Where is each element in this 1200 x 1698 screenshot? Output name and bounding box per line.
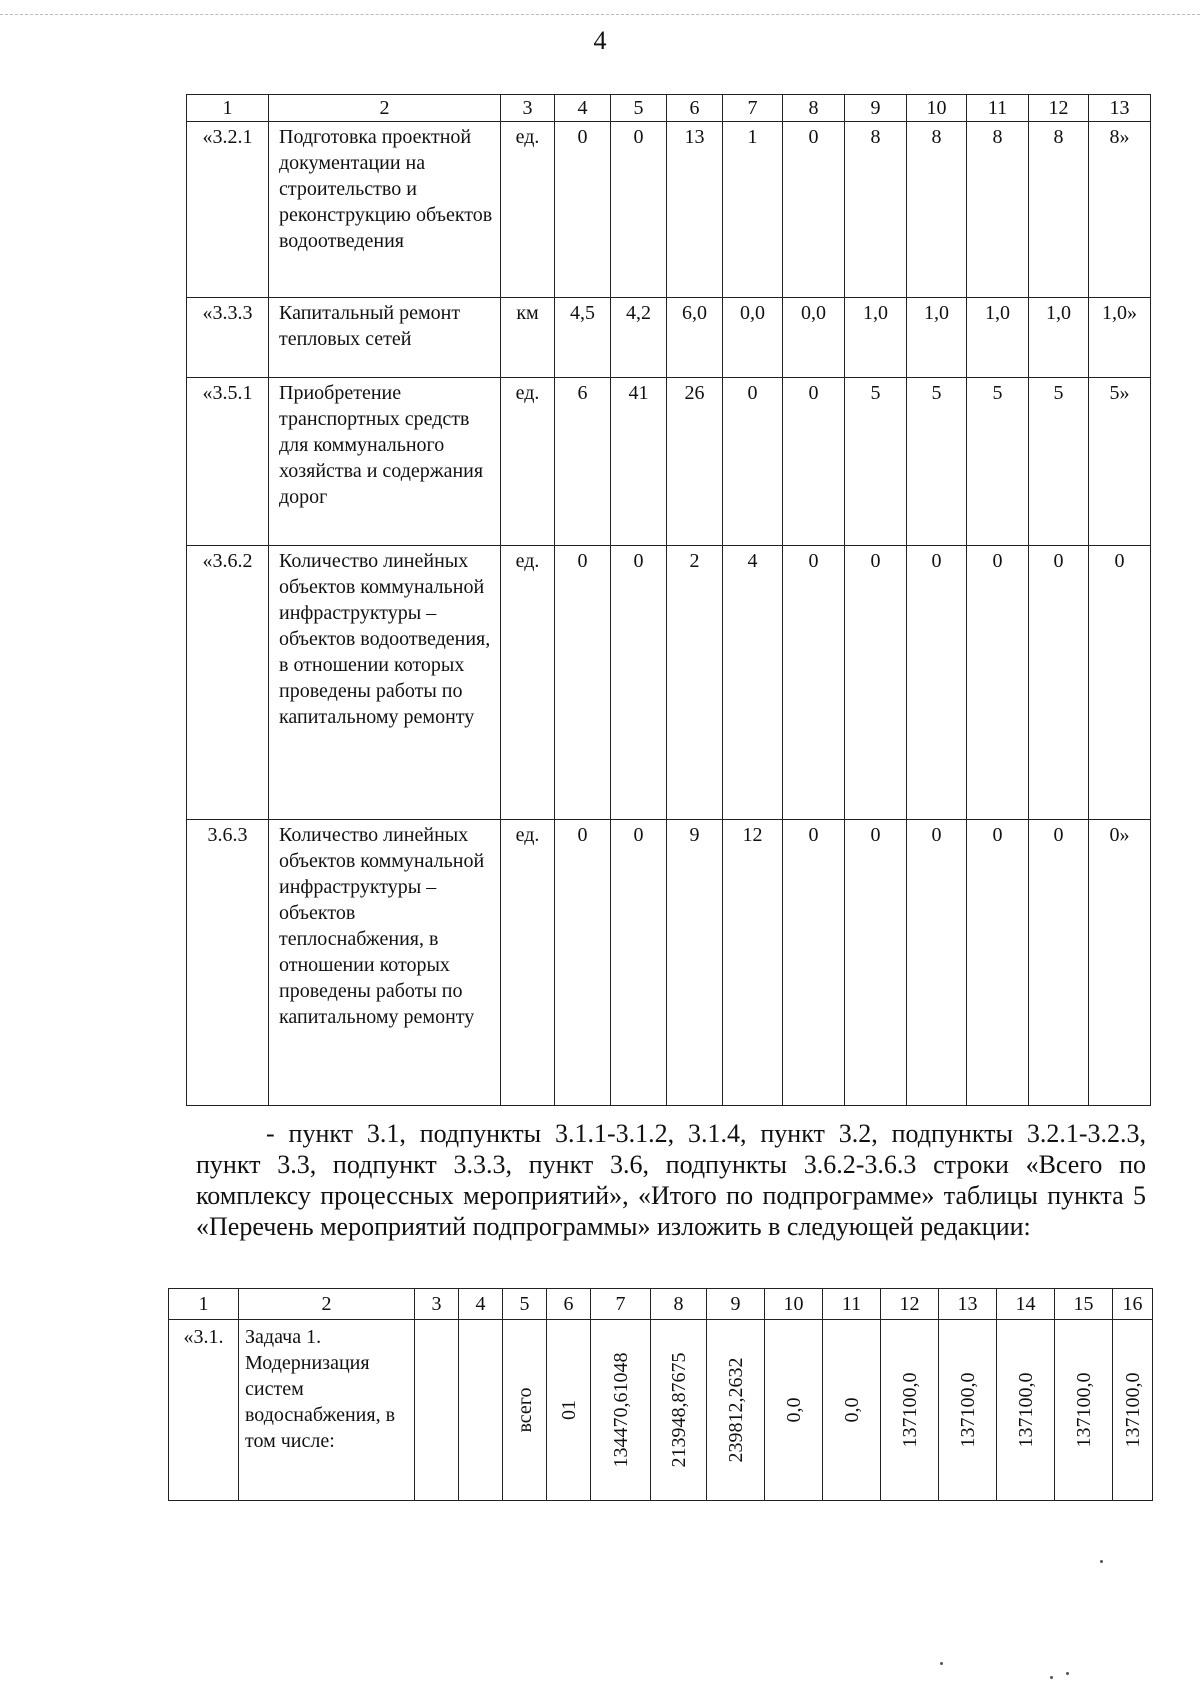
column-header: 13	[939, 1289, 997, 1320]
row-value: 0	[907, 546, 967, 820]
row-value: 0	[783, 378, 845, 546]
column-header: 12	[881, 1289, 939, 1320]
scan-speck	[1066, 1672, 1069, 1675]
row-value: 0	[611, 122, 667, 298]
row-cell	[765, 1320, 823, 1501]
row-cell	[1055, 1320, 1113, 1501]
row-value: 1,0	[1029, 298, 1089, 378]
column-header: 1	[169, 1289, 239, 1320]
table-header-row	[187, 95, 1151, 122]
row-value: 0	[611, 820, 667, 1106]
row-value: 8	[967, 122, 1029, 298]
row-value: 0	[783, 122, 845, 298]
table-row	[187, 378, 1151, 546]
row-value: 4,2	[611, 298, 667, 378]
column-header: 10	[765, 1289, 823, 1320]
amount-value: 239812,2632	[724, 1357, 747, 1463]
column-header: 7	[723, 95, 783, 122]
row-value: 0	[783, 546, 845, 820]
row-value: 0	[1089, 546, 1151, 820]
row-value: 13	[667, 122, 723, 298]
row-value: 6,0	[667, 298, 723, 378]
row-cell	[591, 1320, 651, 1501]
row-unit: км	[501, 298, 555, 378]
page-number: 4	[593, 26, 607, 55]
row-value: 6	[555, 378, 611, 546]
scan-edge-line	[0, 14, 1200, 15]
row-value: 1	[723, 122, 783, 298]
column-header: 6	[547, 1289, 591, 1320]
row-value: 0	[845, 546, 907, 820]
row-value: 5	[845, 378, 907, 546]
column-header: 9	[707, 1289, 765, 1320]
row-unit: ед.	[501, 122, 555, 298]
row-unit: ед.	[501, 378, 555, 546]
row-value: 0	[611, 546, 667, 820]
row-code: «3.5.1	[187, 378, 269, 546]
column-header: 16	[1113, 1289, 1153, 1320]
row-value: 2	[667, 546, 723, 820]
row-cell	[651, 1320, 707, 1501]
column-header: 5	[611, 95, 667, 122]
column-header: 2	[269, 95, 501, 122]
column-header: 8	[783, 95, 845, 122]
row-cell	[1113, 1320, 1153, 1501]
amount-value: 0,0	[840, 1397, 863, 1423]
row-value: 0	[907, 820, 967, 1106]
row-value: 0	[555, 820, 611, 1106]
row-value: 0,0	[723, 298, 783, 378]
column-header: 4	[459, 1289, 503, 1320]
funding-total-label: всего	[513, 1387, 536, 1433]
table-row	[187, 546, 1151, 820]
row-value: 8	[845, 122, 907, 298]
column-header: 8	[651, 1289, 707, 1320]
row-cell	[503, 1320, 547, 1501]
amount-value: 213948,87675	[667, 1352, 690, 1468]
amendment-paragraph	[196, 1118, 1146, 1242]
row-code: 3.6.3	[187, 820, 269, 1106]
row-value: 26	[667, 378, 723, 546]
amount-value: 137100,0	[1072, 1372, 1095, 1448]
table-row	[187, 122, 1151, 298]
row-value: 1,0»	[1089, 298, 1151, 378]
row-code: «3.2.1	[187, 122, 269, 298]
row-value: 5	[967, 378, 1029, 546]
column-header: 6	[667, 95, 723, 122]
row-value: 5	[907, 378, 967, 546]
table-header-row	[169, 1289, 1153, 1320]
row-cell	[939, 1320, 997, 1501]
column-header: 15	[1055, 1289, 1113, 1320]
row-unit: ед.	[501, 546, 555, 820]
column-header: 3	[501, 95, 555, 122]
table-row	[187, 298, 1151, 378]
measures-table	[168, 1288, 1153, 1501]
row-code: «3.6.2	[187, 546, 269, 820]
column-header: 11	[967, 95, 1029, 122]
row-unit: ед.	[501, 820, 555, 1106]
column-header: 11	[823, 1289, 881, 1320]
row-value: 8	[907, 122, 967, 298]
row-value: 0,0	[783, 298, 845, 378]
table-row	[169, 1320, 1153, 1501]
row-name: Приобретение транспортных средств для коммунального хозяйства и содержания дорог	[269, 378, 501, 546]
row-value: 0	[1029, 546, 1089, 820]
row-value: 0	[967, 546, 1029, 820]
row-name: Количество линейных объектов коммунальной инфраструктуры – объектов водоотведения, в отношении которых проведены работы по капитальному ремонту	[269, 546, 501, 820]
row-value: 0»	[1089, 820, 1151, 1106]
row-name: Подготовка проектной документации на строительство и реконструкцию объектов водоотведения	[269, 122, 501, 298]
row-name: Количество линейных объектов коммунальной инфраструктуры – объектов теплоснабжения, в отношении которых проведены работы по капитальному ремонту	[269, 820, 501, 1106]
column-header: 1	[187, 95, 269, 122]
column-header: 7	[591, 1289, 651, 1320]
scan-speck	[1050, 1676, 1053, 1679]
row-value: 12	[723, 820, 783, 1106]
row-value: 4,5	[555, 298, 611, 378]
row-name: Капитальный ремонт тепловых сетей	[269, 298, 501, 378]
scan-speck	[940, 1662, 943, 1665]
row-cell-empty	[459, 1320, 503, 1501]
column-header: 10	[907, 95, 967, 122]
amount-value: 134470,61048	[609, 1352, 632, 1468]
row-value: 5»	[1089, 378, 1151, 546]
column-header: 13	[1089, 95, 1151, 122]
paragraph-text: - пункт 3.1, подпункты 3.1.1-3.1.2, 3.1.4, пункт 3.2, подпункты 3.2.1-3.2.3, пункт 3.3, подпункт 3.3.3, пункт 3.6, подпункты 3.6.2-3.6.3 строки «Всего по комплексу процессных мероприятий», «Итого по подпрограмме» таблицы пункта 5 «Перечень мероприятий подпрограммы» изложить в следующей редакции:	[196, 1119, 1146, 1241]
column-header: 12	[1029, 95, 1089, 122]
row-value: 0	[1029, 820, 1089, 1106]
row-cell	[707, 1320, 765, 1501]
row-value: 41	[611, 378, 667, 546]
table-row	[187, 820, 1151, 1106]
row-code: «3.1.	[169, 1320, 239, 1501]
row-value: 5	[1029, 378, 1089, 546]
row-value: 9	[667, 820, 723, 1106]
row-cell	[997, 1320, 1055, 1501]
row-cell	[881, 1320, 939, 1501]
row-value: 1,0	[907, 298, 967, 378]
amount-value: 137100,0	[1014, 1372, 1037, 1448]
row-value: 0	[845, 820, 907, 1106]
amount-value: 137100,0	[1121, 1372, 1144, 1448]
row-value: 8»	[1089, 122, 1151, 298]
indicators-table	[186, 94, 1151, 1106]
row-code: «3.3.3	[187, 298, 269, 378]
column-header: 4	[555, 95, 611, 122]
amount-value: 0,0	[782, 1397, 805, 1423]
funding-source-code: 01	[557, 1400, 580, 1420]
column-header: 2	[239, 1289, 415, 1320]
row-value: 0	[783, 820, 845, 1106]
row-value: 0	[555, 546, 611, 820]
scan-speck	[1100, 1560, 1103, 1563]
row-value: 0	[967, 820, 1029, 1106]
row-cell-empty	[415, 1320, 459, 1501]
column-header: 14	[997, 1289, 1055, 1320]
row-value: 1,0	[845, 298, 907, 378]
row-value: 8	[1029, 122, 1089, 298]
column-header: 5	[503, 1289, 547, 1320]
row-value: 1,0	[967, 298, 1029, 378]
row-value: 4	[723, 546, 783, 820]
column-header: 3	[415, 1289, 459, 1320]
row-cell	[823, 1320, 881, 1501]
row-value: 0	[555, 122, 611, 298]
row-value: 0	[723, 378, 783, 546]
row-cell	[547, 1320, 591, 1501]
column-header: 9	[845, 95, 907, 122]
amount-value: 137100,0	[898, 1372, 921, 1448]
amount-value: 137100,0	[956, 1372, 979, 1448]
row-name: Задача 1. Модернизация систем водоснабжения, в том числе:	[239, 1320, 415, 1501]
